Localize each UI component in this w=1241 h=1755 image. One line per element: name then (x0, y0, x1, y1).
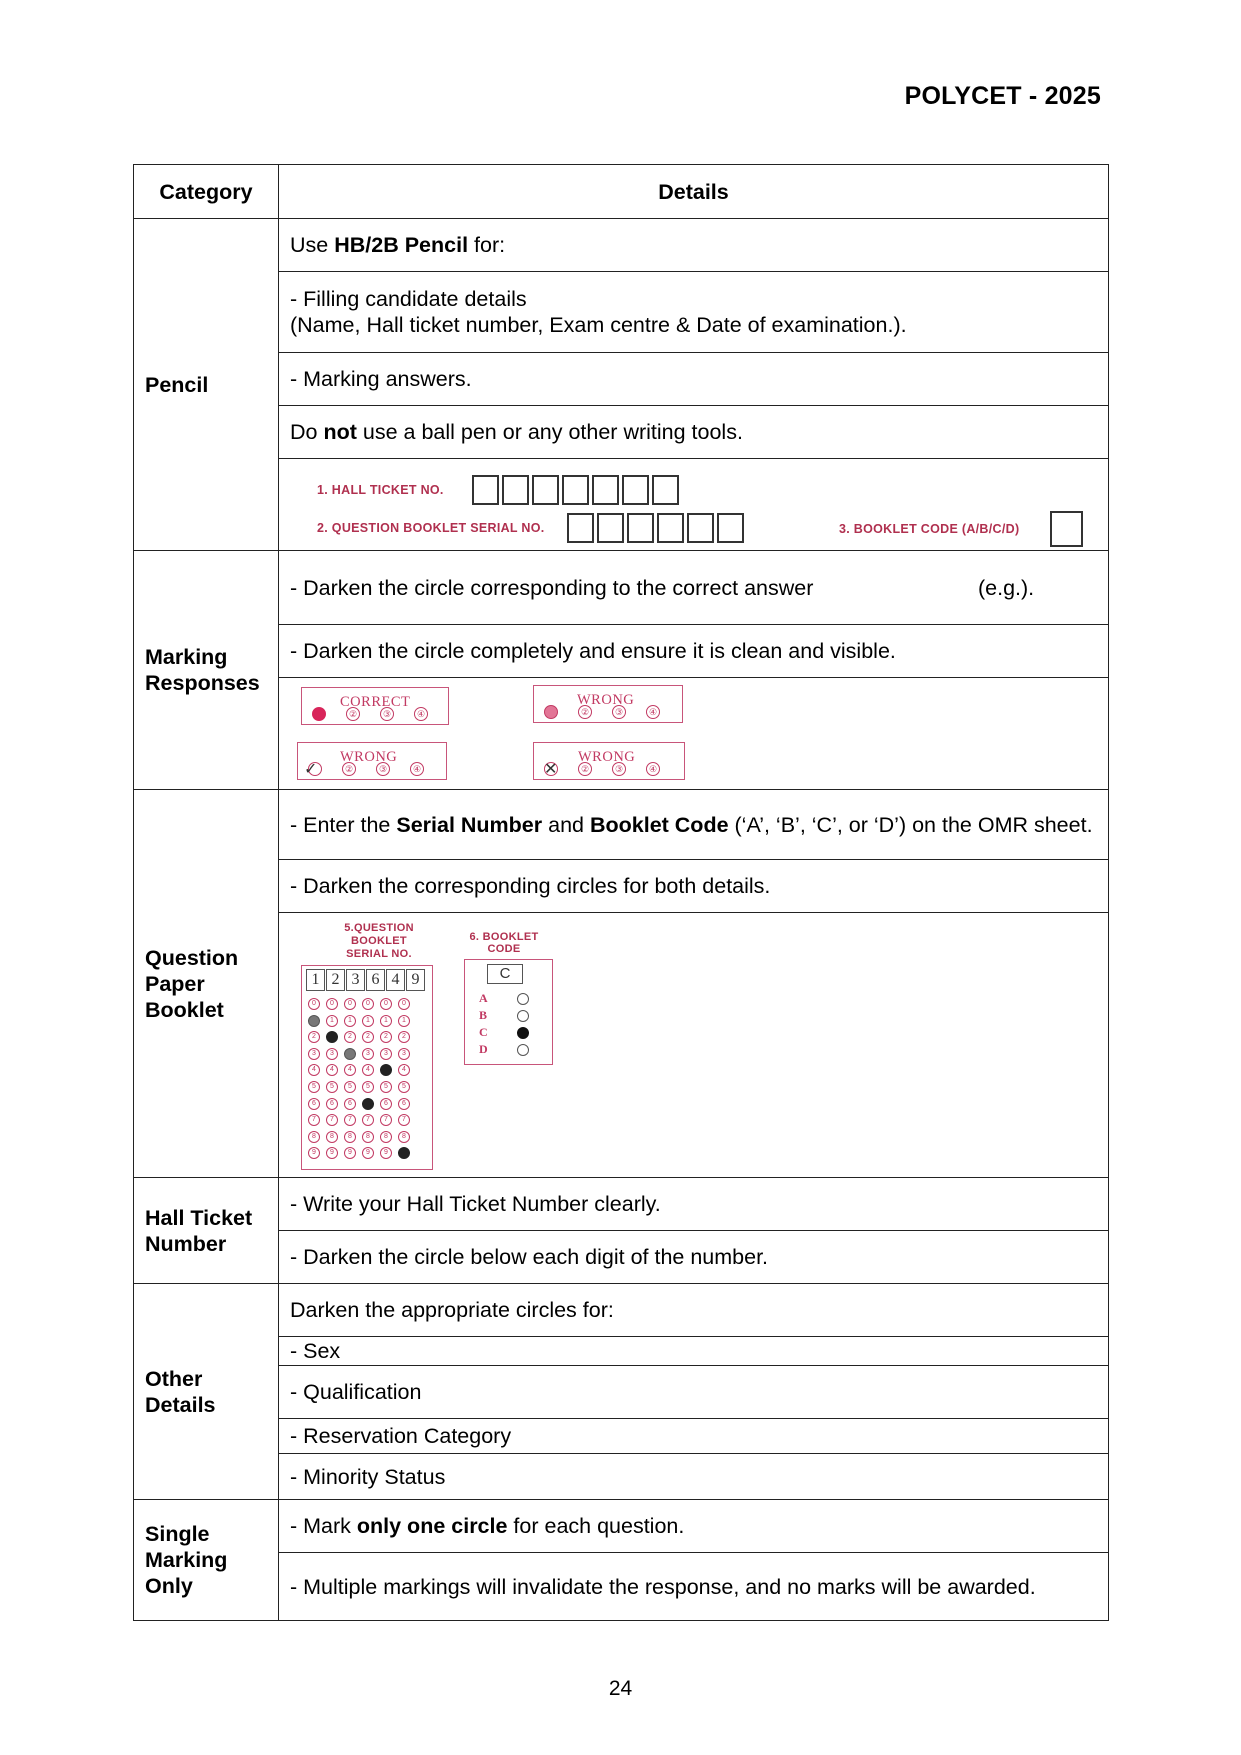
column-header-category: Category (134, 165, 279, 219)
serial-bubble: 8 (326, 1131, 338, 1143)
category-question-paper-booklet: Question Paper Booklet (134, 790, 279, 1178)
other-row-4: - Reservation Category (279, 1419, 1109, 1454)
serial-bubble: 2 (308, 1031, 320, 1043)
hall-ticket-boxes (472, 475, 682, 505)
serial-bubble: 1 (362, 1015, 374, 1027)
serial-bubble: 3 (380, 1048, 392, 1060)
booklet-code-sheet: C A B C D (464, 959, 553, 1065)
booklet-row-1: - Enter the Serial Number and Booklet Code (‘A’, ‘B’, ‘C’, or ‘D’) on the OMR sheet. (279, 790, 1109, 860)
serial-bubble: 0 (326, 998, 338, 1010)
table-row (134, 1419, 1109, 1454)
table-row (134, 459, 1109, 551)
booklet-row-2: - Darken the corresponding circles for both details. (279, 860, 1109, 913)
table-row (134, 1231, 1109, 1284)
serial-bubble (344, 1048, 356, 1060)
serial-bubble: 7 (398, 1114, 410, 1126)
serial-bubble: 7 (380, 1114, 392, 1126)
serial-bubble: 4 (344, 1064, 356, 1076)
table-row (134, 219, 1109, 272)
pencil-row-1: Use HB/2B Pencil for: (279, 219, 1109, 272)
table-row (134, 1553, 1109, 1621)
table-row (134, 860, 1109, 913)
serial-bubble: 5 (344, 1081, 356, 1093)
serial-bubble: 6 (398, 1098, 410, 1110)
category-single-marking-only: Single Marking Only (134, 1500, 279, 1621)
category-hall-ticket-number: Hall Ticket Number (134, 1178, 279, 1284)
marking-row-2: - Darken the circle completely and ensure it is clean and visible. (279, 625, 1109, 678)
serial-bubble: 9 (326, 1147, 338, 1159)
booklet-code-title: 6. BOOKLET CODE (469, 931, 539, 955)
table-header-row (134, 165, 1109, 219)
serial-bubble: 3 (362, 1048, 374, 1060)
document-header-title: POLYCET - 2025 (904, 82, 1101, 110)
serial-bubble: 7 (344, 1114, 356, 1126)
serial-bubble: 9 (362, 1147, 374, 1159)
pencil-omr-sample-image (279, 459, 1109, 551)
wrong-marking-example-cross: WRONG ✕ ② ③ ④ (533, 742, 685, 780)
hall-row-1: - Write your Hall Ticket Number clearly. (279, 1178, 1109, 1231)
single-row-2: - Multiple markings will invalidate the response, and no marks will be awarded. (279, 1553, 1109, 1621)
correct-marking-example: CORRECT ② ③ ④ (301, 687, 449, 725)
serial-bubble: 3 (326, 1048, 338, 1060)
serial-bubble: 4 (362, 1064, 374, 1076)
serial-bubble: 8 (308, 1131, 320, 1143)
serial-bubble: 0 (362, 998, 374, 1010)
serial-bubble (308, 1015, 320, 1027)
serial-number-sheet (301, 965, 433, 1170)
serial-bubble: 8 (380, 1131, 392, 1143)
serial-bubble: 6 (344, 1098, 356, 1110)
serial-bubble: 9 (380, 1147, 392, 1159)
serial-number-label: 2. QUESTION BOOKLET SERIAL NO. (317, 521, 545, 535)
table-row (134, 790, 1109, 860)
other-row-3: - Qualification (279, 1366, 1109, 1419)
serial-bubble: 1 (344, 1015, 356, 1027)
table-row (134, 913, 1109, 1178)
serial-bubble: 8 (398, 1131, 410, 1143)
serial-number-boxes (567, 513, 747, 543)
table-row (134, 1337, 1109, 1366)
pencil-row-3: - Marking answers. (279, 353, 1109, 406)
other-row-5: - Minority Status (279, 1454, 1109, 1500)
table-row (134, 678, 1109, 790)
serial-bubble (362, 1098, 374, 1110)
serial-bubble: 7 (326, 1114, 338, 1126)
serial-bubble: 6 (308, 1098, 320, 1110)
serial-bubble: 1 (398, 1015, 410, 1027)
wrong-marking-example-partial: WRONG ② ③ ④ (533, 685, 683, 723)
serial-bubble: 6 (326, 1098, 338, 1110)
serial-bubble: 8 (362, 1131, 374, 1143)
category-marking-responses: Marking Responses (134, 551, 279, 790)
serial-bubble: 0 (380, 998, 392, 1010)
serial-bubble: 5 (308, 1081, 320, 1093)
serial-bubble: 8 (344, 1131, 356, 1143)
hall-row-2: - Darken the circle below each digit of the number. (279, 1231, 1109, 1284)
table-row (134, 1366, 1109, 1419)
page-number: 24 (608, 1677, 633, 1700)
serial-bubble: 1 (326, 1015, 338, 1027)
serial-bubble: 2 (362, 1031, 374, 1043)
serial-bubble: 4 (398, 1064, 410, 1076)
serial-bubble: 4 (308, 1064, 320, 1076)
serial-bubble: 2 (380, 1031, 392, 1043)
marking-examples-image (279, 678, 1109, 790)
serial-bubble: 5 (398, 1081, 410, 1093)
table-row (134, 625, 1109, 678)
table-row (134, 1500, 1109, 1553)
serial-title: 5.QUESTION BOOKLET SERIAL NO. (344, 922, 414, 960)
serial-bubble: 9 (308, 1147, 320, 1159)
other-row-2: - Sex (279, 1337, 1109, 1366)
marking-row-1: - Darken the circle corresponding to the correct answer (e.g.). (279, 551, 1109, 625)
column-header-details: Details (279, 165, 1109, 219)
serial-bubble: 3 (308, 1048, 320, 1060)
category-pencil: Pencil (134, 219, 279, 551)
serial-bubble: 0 (344, 998, 356, 1010)
booklet-code-box (1050, 511, 1086, 547)
table-row (134, 551, 1109, 625)
serial-bubble: 0 (398, 998, 410, 1010)
serial-bubble: 7 (362, 1114, 374, 1126)
serial-bubble: 0 (308, 998, 320, 1010)
serial-bubble: 4 (326, 1064, 338, 1076)
serial-bubble: 3 (398, 1048, 410, 1060)
table-row (134, 1178, 1109, 1231)
table-row (134, 272, 1109, 353)
serial-bubble: 7 (308, 1114, 320, 1126)
serial-bubble (398, 1147, 410, 1159)
table-row (134, 406, 1109, 459)
serial-bubble (326, 1031, 338, 1043)
serial-written-digits: 1 2 3 6 4 9 (306, 969, 426, 991)
booklet-code-label: 3. BOOKLET CODE (A/B/C/D) (839, 522, 1020, 536)
omr-instructions-table (133, 164, 1109, 1621)
other-row-1: Darken the appropriate circles for: (279, 1284, 1109, 1337)
serial-bubble: 6 (380, 1098, 392, 1110)
serial-bubble: 5 (362, 1081, 374, 1093)
serial-bubble: 2 (344, 1031, 356, 1043)
hall-ticket-label: 1. HALL TICKET NO. (317, 483, 444, 497)
category-other-details: Other Details (134, 1284, 279, 1500)
table-row (134, 1284, 1109, 1337)
table-row (134, 1454, 1109, 1500)
wrong-marking-example-tick: WRONG ✓ ② ③ ④ (297, 742, 447, 780)
pencil-row-2: - Filling candidate details (Name, Hall ticket number, Exam centre & Date of examination.). (279, 272, 1109, 353)
pencil-row-4: Do not use a ball pen or any other writing tools. (279, 406, 1109, 459)
single-row-1: - Mark only one circle for each question. (279, 1500, 1109, 1553)
serial-bubble: 5 (380, 1081, 392, 1093)
serial-bubble (380, 1064, 392, 1076)
booklet-serial-code-image (279, 913, 1109, 1178)
serial-bubble: 1 (380, 1015, 392, 1027)
serial-bubble: 5 (326, 1081, 338, 1093)
serial-bubble: 2 (398, 1031, 410, 1043)
serial-bubble: 9 (344, 1147, 356, 1159)
table-row (134, 353, 1109, 406)
